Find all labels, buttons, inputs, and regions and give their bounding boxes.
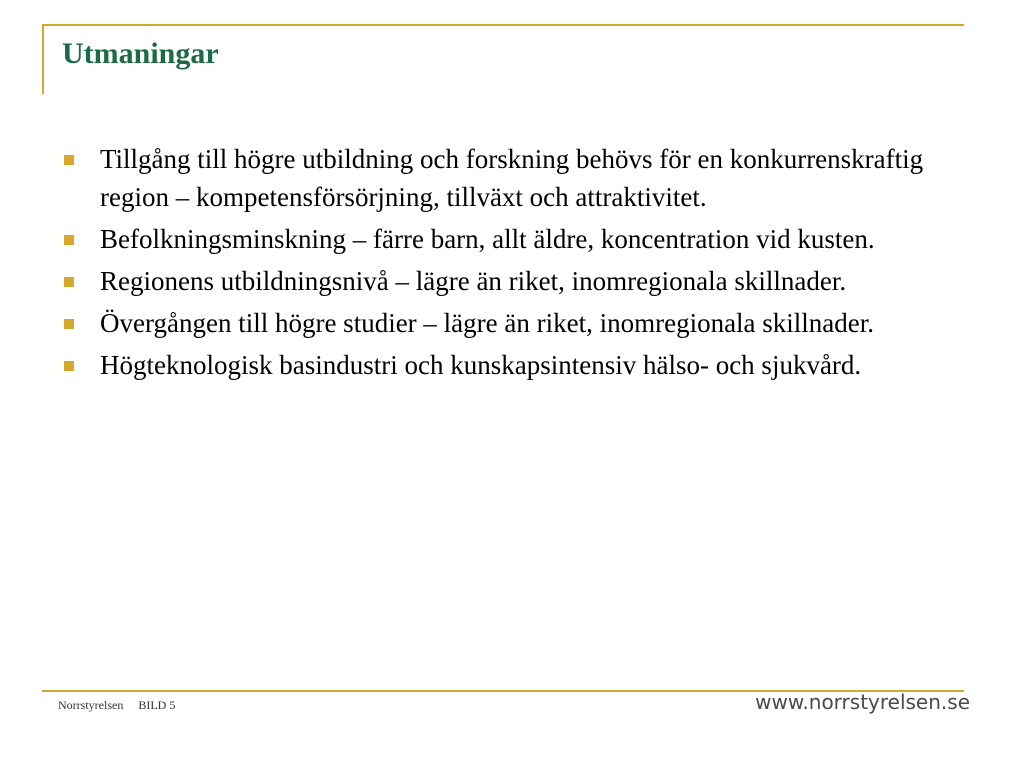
bullet-text: Befolkningsminskning – färre barn, allt äldre, koncentration vid kusten. — [100, 224, 875, 254]
bullet-text: Regionens utbildningsnivå – lägre än riket, inomregionala skillnader. — [100, 266, 847, 296]
footer-website-link[interactable]: www.norrstyrelsen.se — [755, 690, 970, 714]
square-bullet-icon — [64, 277, 74, 287]
left-border-line — [42, 24, 44, 94]
footer-info — [58, 698, 175, 713]
bullet-item — [62, 346, 962, 384]
bullet-text: Tillgång till högre utbildning och forskning behövs för en konkurrenskraftig region – kompetensförsörjning, tillväxt och attraktivitet. — [100, 144, 924, 212]
footer-organization: Norrstyrelsen — [58, 698, 124, 712]
bullet-item — [62, 140, 962, 216]
bullet-text: Högteknologisk basindustri och kunskapsintensiv hälso- och sjukvård. — [100, 350, 862, 380]
bullet-item — [62, 220, 962, 258]
bullet-list — [62, 140, 962, 388]
top-border-line — [42, 24, 964, 26]
square-bullet-icon — [64, 235, 74, 245]
square-bullet-icon — [64, 361, 74, 371]
square-bullet-icon — [64, 155, 74, 165]
bullet-item — [62, 304, 962, 342]
footer-slide-number: BILD 5 — [138, 698, 176, 712]
bullet-item — [62, 262, 962, 300]
square-bullet-icon — [64, 319, 74, 329]
bullet-text: Övergången till högre studier – lägre än riket, inomregionala skillnader. — [100, 308, 875, 338]
slide-title: Utmaningar — [62, 37, 219, 70]
